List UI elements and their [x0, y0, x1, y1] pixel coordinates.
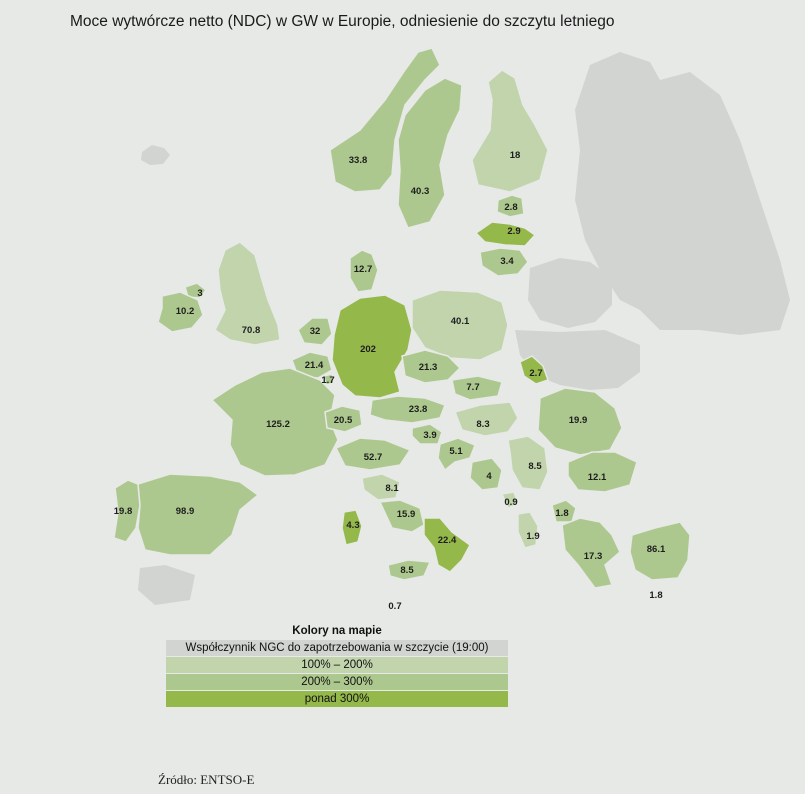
value-label-czech-republic: 21.3 — [418, 362, 438, 373]
value-label-estonia: 2.8 — [504, 202, 518, 213]
value-label-latvia: 2.9 — [507, 226, 521, 237]
legend-row-over-300: ponad 300% — [166, 691, 508, 707]
value-label-spain: 98.9 — [175, 506, 195, 517]
value-label-northern-ireland: 3 — [197, 288, 203, 299]
north-africa-shape — [138, 565, 195, 605]
value-label-romania: 19.9 — [568, 415, 588, 426]
value-label-germany: 202 — [360, 344, 376, 355]
legend-row-100-200: 100% – 200% — [166, 657, 508, 673]
country-spain — [138, 474, 258, 555]
value-label-hungary: 8.3 — [476, 419, 490, 430]
country-latvia — [476, 222, 535, 246]
country-finland — [472, 70, 548, 192]
value-label-portugal: 19.8 — [113, 506, 133, 517]
legend-title: Kolory na mapie — [292, 625, 382, 637]
map-legend — [166, 622, 508, 708]
value-label-france: 125.2 — [266, 419, 290, 430]
value-label-denmark: 12.7 — [353, 264, 373, 275]
value-label-bosnia: 4 — [486, 471, 492, 482]
value-label-bulgaria: 12.1 — [587, 472, 607, 483]
map-title: Moce wytwórcze netto (NDC) w GW w Europie, odniesienie do szczytu letniego — [70, 13, 615, 30]
value-label-albania: 1.9 — [526, 531, 540, 542]
source-note: Źródło: ENTSO-E — [158, 772, 255, 787]
value-label-italy-south: 22.4 — [437, 535, 457, 546]
value-label-luxembourg: 1.7 — [321, 375, 335, 386]
value-label-norway: 33.8 — [348, 155, 368, 166]
value-label-montenegro: 0.9 — [504, 497, 518, 508]
value-label-sardinia: 4.3 — [346, 520, 360, 531]
value-label-turkey: 86.1 — [646, 544, 666, 555]
value-label-finland: 18 — [509, 150, 521, 161]
value-label-croatia: 5.1 — [449, 446, 463, 457]
value-label-slovakia: 7.7 — [466, 382, 480, 393]
value-label-belgium: 21.4 — [304, 360, 324, 371]
country-austria — [370, 396, 445, 423]
value-label-sweden: 40.3 — [410, 186, 430, 197]
value-label-sicily: 8.5 — [400, 565, 414, 576]
value-label-poland: 40.1 — [450, 316, 470, 327]
value-label-lithuania: 3.4 — [500, 256, 514, 267]
value-label-macedonia: 1.8 — [555, 508, 569, 519]
value-label-serbia: 8.5 — [528, 461, 542, 472]
value-label-slovenia: 3.9 — [423, 430, 437, 441]
value-label-ireland: 10.2 — [175, 306, 195, 317]
value-label-malta: 0.7 — [388, 601, 402, 612]
value-label-netherlands: 32 — [309, 326, 321, 337]
value-label-austria: 23.8 — [408, 404, 428, 415]
value-label-italy-central-north: 8.1 — [385, 483, 399, 494]
iceland-shape — [141, 145, 170, 165]
value-label-greece: 17.3 — [583, 551, 603, 562]
value-label-italy-central-south: 15.9 — [396, 509, 416, 520]
legend-row-header: Współczynnik NGC do zapotrzebowania w szczycie (19:00) — [166, 640, 508, 656]
value-label-moldova: 2.7 — [529, 368, 543, 379]
value-label-great-britain: 70.8 — [241, 325, 261, 336]
country-albania — [518, 512, 538, 548]
value-label-switzerland: 20.5 — [333, 415, 353, 426]
value-label-italy-north: 52.7 — [363, 452, 383, 463]
value-label-cyprus: 1.8 — [649, 590, 663, 601]
legend-row-200-300: 200% – 300% — [166, 674, 508, 690]
